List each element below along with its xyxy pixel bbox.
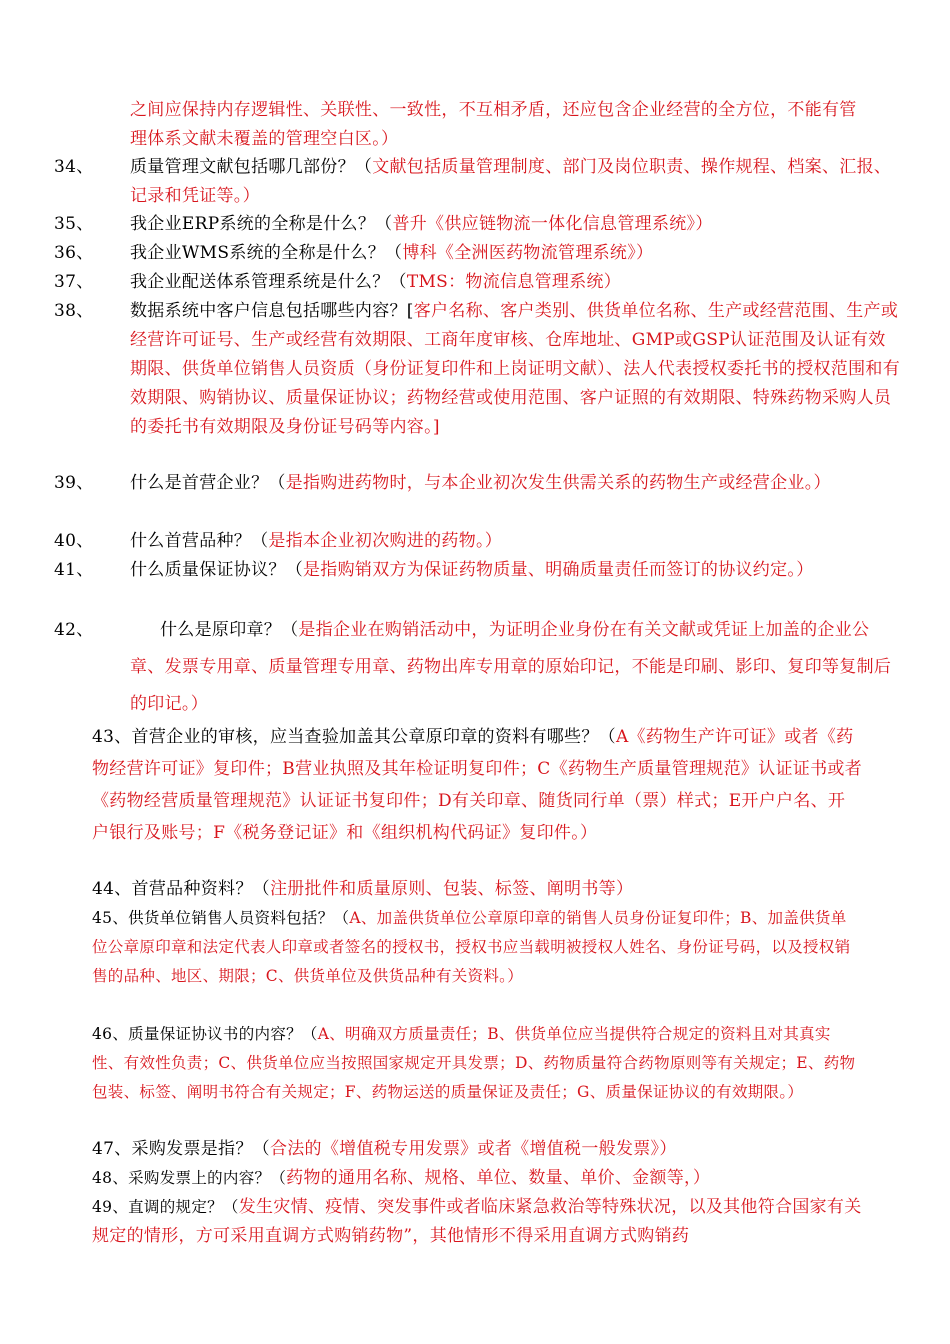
item-number: 39、 bbox=[54, 473, 94, 493]
answer-text: 注册批件和质量原则、包装、标签、阐明书等） bbox=[269, 879, 634, 899]
question-text: 质量管理文献包括哪几部份？（ bbox=[130, 157, 373, 177]
list-item-40 bbox=[54, 527, 900, 556]
question-text: 我企业WMS系统的全称是什么？（ bbox=[130, 243, 403, 263]
list-item-42 bbox=[54, 612, 900, 723]
list-item-43 bbox=[92, 721, 862, 849]
item-number: 45、 bbox=[92, 909, 129, 927]
answer-text: 合法的《增值税专用发票》或者《增值税一般发票》） bbox=[269, 1139, 677, 1159]
item-number: 42、 bbox=[54, 620, 94, 640]
question-text: 供货单位销售人员资料包括？（ bbox=[128, 909, 350, 927]
question-text: 我企业ERP系统的全称是什么？（ bbox=[130, 214, 393, 234]
answer-text: 文献包括质量管理制度、部门及岗位职责、操作规程、档案、汇报、记录和凭证等。） bbox=[130, 157, 892, 206]
answer-text: 是指企业在购销活动中，为证明企业身份在有关文献或凭证上加盖的企业公章、发票专用章、质量管理专用章、药物出库专用章的原始印记，不能是印刷、影印、复印等复制后的印记。） bbox=[130, 620, 892, 714]
list-item-34 bbox=[54, 153, 900, 211]
item-number: 44、 bbox=[92, 879, 132, 899]
question-text: 直调的规定？（ bbox=[128, 1198, 239, 1216]
answer-text: 药物的通用名称、规格、单位、数量、单价、金额等，） bbox=[286, 1168, 711, 1188]
question-text: 首营品种资料？（ bbox=[131, 879, 270, 899]
list-item-47 bbox=[92, 1135, 862, 1164]
answer-text: A、加盖供货单位公章原印章的销售人员身份证复印件；B、加盖供货单位公章原印章和法定代表人印章或者签名的授权书，授权书应当载明被授权人姓名、身份证号码，以及授权销售的品种、地区、期限；C、供货单位及供货品种有关资料。） bbox=[92, 909, 851, 985]
item-number: 46、 bbox=[92, 1025, 129, 1043]
question-text: 我企业配送体系管理系统是什么？（ bbox=[130, 272, 407, 292]
answer-text: 是指购销双方为保证药物质量、明确质量责任而签订的协议约定。） bbox=[303, 560, 814, 580]
list-item-38 bbox=[54, 297, 900, 442]
question-text: 采购发票是指？（ bbox=[131, 1139, 270, 1159]
question-text: 什么首营品种？（ bbox=[130, 531, 269, 551]
list-item-35 bbox=[54, 210, 900, 239]
answer-text: 是指购进药物时，与本企业初次发生供需关系的药物生产或经营企业。） bbox=[285, 473, 831, 493]
answer-text: TMS：物流信息管理系统） bbox=[406, 272, 622, 292]
answer-text: 客户名称、客户类别、供货单位名称、生产或经营范围、生产或经营许可证号、生产或经营有效期限、工商年度审核、仓库地址、GMP或GSP认证范围及认证有效期限、供货单位销售人员资质（身份证复印件和上岗证明文献）、法人代表授权委托书的授权范围和有效期限、购销协议、质量保证协议；药物经营或使用范围、客户证照的有效期限、特殊药物采购人员的委托书有效期限及身份证号码等内容。] bbox=[130, 301, 900, 437]
list-item-44 bbox=[92, 875, 862, 904]
item-number: 41、 bbox=[54, 560, 94, 580]
question-text: 采购发票上的内容？（ bbox=[128, 1169, 287, 1187]
question-text: 质量保证协议书的内容？（ bbox=[128, 1025, 318, 1043]
question-text: 什么是首营企业？（ bbox=[130, 473, 286, 493]
question-text: 什么是原印章？（ bbox=[160, 620, 299, 640]
answer-text: 博科《全洲医药物流管理系统》） bbox=[402, 243, 654, 263]
item-number: 48、 bbox=[92, 1169, 129, 1187]
list-item-49 bbox=[92, 1193, 862, 1251]
answer-text: 发生灾情、疫情、突发事件或者临床紧急救治等特殊状况，以及其他符合国家有关规定的情形，方可采用直调方式购销药物”，其他情形不得采用直调方式购销药 bbox=[92, 1197, 862, 1246]
item-number: 34、 bbox=[54, 157, 94, 177]
item-number: 43、 bbox=[92, 727, 132, 747]
list-item-37 bbox=[54, 268, 900, 297]
item-number: 37、 bbox=[54, 272, 94, 292]
answer-text: A《药物生产许可证》或者《药物经营许可证》复印件；B营业执照及其年检证明复印件；C《药物生产质量管理规范》认证证书或者《药物经营质量管理规范》认证证书复印件；D有关印章、随货同行单（票）样式；E开户户名、开户银行及账号；F《税务登记证》和《组织机构代码证》复印件。） bbox=[92, 727, 862, 843]
item-number: 35、 bbox=[54, 214, 94, 234]
answer-text: 是指本企业初次购进的药物。） bbox=[268, 531, 503, 551]
answer-text: 普升《供应链物流一体化信息管理系统》） bbox=[392, 214, 713, 234]
list-item-41 bbox=[54, 556, 900, 585]
item-number: 38、 bbox=[54, 301, 94, 321]
question-text: 数据系统中客户信息包括哪些内容？[ bbox=[130, 301, 414, 321]
list-item-39 bbox=[54, 469, 900, 498]
list-item-45 bbox=[92, 904, 862, 991]
list-item-48 bbox=[92, 1164, 862, 1193]
question-text: 首营企业的审核，应当查验加盖其公章原印章的资料有哪些？（ bbox=[131, 727, 616, 747]
item-number: 36、 bbox=[54, 243, 94, 263]
list-item-36 bbox=[54, 239, 900, 268]
answer-text: 之间应保持内存逻辑性、关联性、一致性，不互相矛盾，还应包含企业经营的全方位，不能有管理体系文献未覆盖的管理空白区。） bbox=[130, 100, 857, 149]
question-text: 什么质量保证协议？（ bbox=[130, 560, 303, 580]
answer-text: A、明确双方质量责任；B、供货单位应当提供符合规定的资料且对其真实性、有效性负责；C、供货单位应当按照国家规定开具发票；D、药物质量符合药物原则等有关规定；E、药物包装、标签、阐明书符合有关规定；F、药物运送的质量保证及责任；G、质量保证协议的有效期限。） bbox=[92, 1025, 856, 1101]
item-number: 49、 bbox=[92, 1198, 129, 1216]
continuation-paragraph bbox=[130, 96, 862, 154]
item-number: 47、 bbox=[92, 1139, 132, 1159]
list-item-46 bbox=[92, 1020, 862, 1107]
item-number: 40、 bbox=[54, 531, 94, 551]
